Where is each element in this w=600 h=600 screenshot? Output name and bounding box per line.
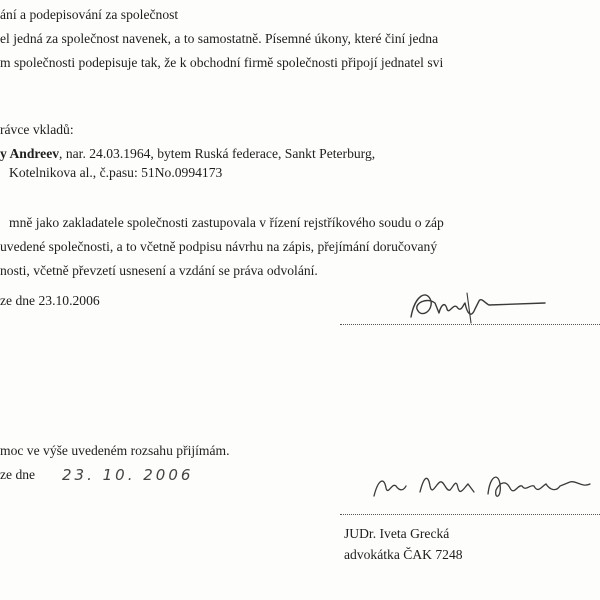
authority-text-line-2: m společnosti podepisuje tak, že k obchodní firmě společnosti připojí jednatel svi bbox=[0, 55, 444, 70]
mandate-text-line-1: mně jako zakladatele společnosti zastupovala v řízení rejstříkového soudu o záp bbox=[9, 215, 444, 230]
second-signature-line bbox=[340, 514, 600, 515]
first-signature-line bbox=[340, 324, 600, 325]
authority-heading: ání a podepisování za společnost bbox=[0, 7, 179, 22]
first-date-line: ze dne 23.10.2006 bbox=[0, 293, 100, 308]
administrator-name: y Andreev bbox=[0, 146, 60, 161]
first-signature bbox=[405, 283, 555, 328]
mandate-text-line-2: uvedené společnosti, a to včetně podpisu návrhu na zápis, přejímání doručovaný bbox=[0, 239, 438, 254]
signatory-title: advokátka ČAK 7248 bbox=[344, 547, 463, 562]
handwritten-date: 23. 10. 2006 bbox=[62, 466, 194, 484]
administrator-heading: rávce vkladů: bbox=[0, 122, 74, 137]
mandate-text-line-3: nosti, včetně převzetí usnesení a vzdání se práva odvolání. bbox=[0, 263, 318, 278]
authority-text-line-1: el jedná za společnost navenek, a to samostatně. Písemné úkony, které činí jedna bbox=[0, 31, 439, 46]
administrator-birth-address: , nar. 24.03.1964, bytem Ruská federace, Sankt Peterburg, bbox=[59, 146, 376, 161]
administrator-details-line-1 bbox=[0, 146, 600, 162]
acceptance-statement: moc ve výše uvedeném rozsahu přijímám. bbox=[0, 443, 230, 458]
acceptance-date-prefix: ze dne bbox=[0, 467, 36, 482]
signatory-name: JUDr. Iveta Grecká bbox=[344, 526, 450, 541]
second-signature bbox=[370, 466, 600, 506]
administrator-details-line-2: Kotelnikova al., č.pasu: 51No.0994173 bbox=[9, 165, 223, 180]
